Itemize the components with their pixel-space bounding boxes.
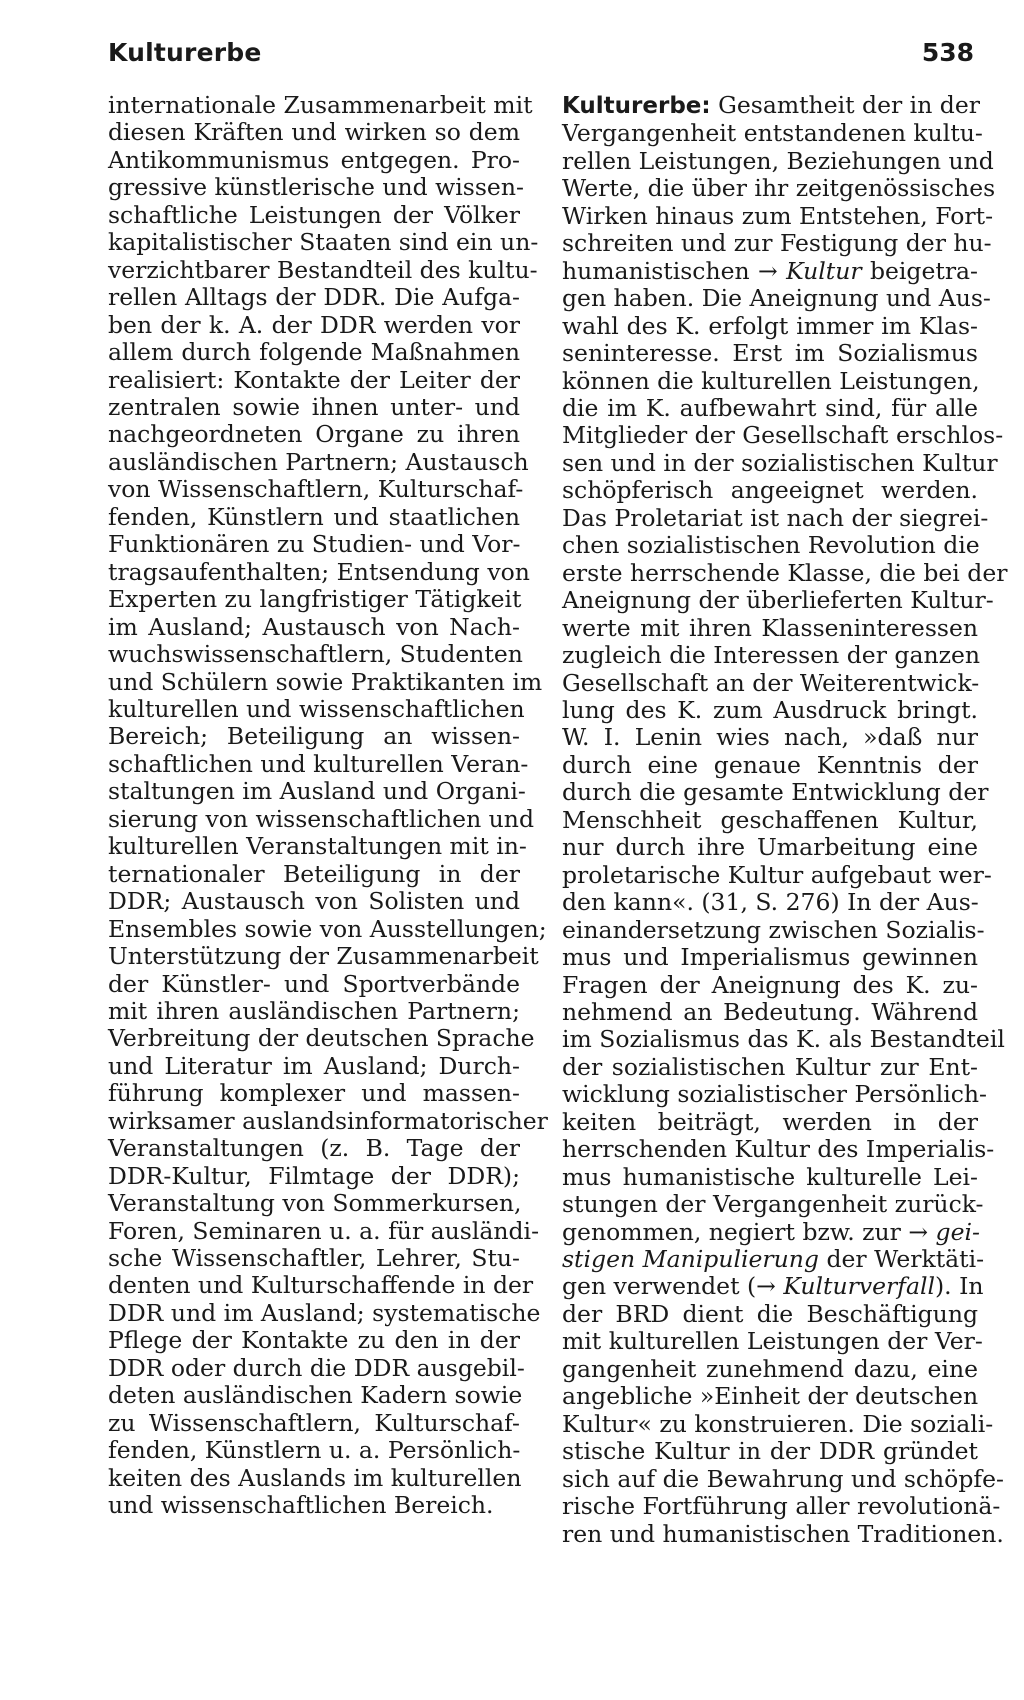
text-line: verzichtbarer Bestandteil des kultu- bbox=[108, 255, 538, 284]
text-line: wicklung sozialistischer Persönlich- bbox=[562, 1080, 987, 1109]
text-line: W. I. Lenin wies nach, »daß nur bbox=[562, 723, 978, 752]
text-line: denten und Kulturschaffende in der bbox=[108, 1271, 534, 1300]
text-line bbox=[562, 1272, 984, 1301]
text-line: mus und Imperialismus gewinnen bbox=[562, 943, 978, 972]
text-line: proletarische Kultur aufgebaut wer- bbox=[562, 860, 992, 889]
text-line: DDR oder durch die DDR ausgebil- bbox=[108, 1353, 525, 1382]
text-line: nur durch ihre Umarbeitung eine bbox=[562, 833, 978, 862]
text-line: durch eine genaue Kenntnis der bbox=[562, 750, 978, 779]
text-line: DDR-Kultur, Filmtage der DDR); bbox=[108, 1161, 520, 1190]
text-line: sche Wissenschaftler, Lehrer, Stu- bbox=[108, 1244, 520, 1273]
text-line: angebliche »Einheit der deutschen bbox=[562, 1382, 979, 1411]
text-line: führung komplexer und massen- bbox=[108, 1079, 520, 1108]
text-line: Gesellschaft an der Weiterentwick- bbox=[562, 668, 980, 697]
text-line: ben der k. A. der DDR werden vor bbox=[108, 310, 520, 339]
text-fragment: humanistischen → bbox=[562, 256, 778, 285]
text-line: realisiert: Kontakte der Leiter der bbox=[108, 365, 520, 394]
text-line: deten ausländischen Kadern sowie bbox=[108, 1381, 523, 1410]
entry-term: Kulturerbe: bbox=[562, 93, 711, 119]
text-line bbox=[562, 92, 978, 120]
text-line: von Wissenschaftlern, Kulturschaf- bbox=[108, 475, 524, 504]
text-line: keiten beiträgt, werden in der bbox=[562, 1107, 978, 1136]
text-line: herrschenden Kultur des Imperialis- bbox=[562, 1135, 995, 1164]
text-line: wuchswissenschaftlern, Studenten bbox=[108, 640, 523, 669]
text-line: DDR; Austausch von Solisten und bbox=[108, 887, 520, 916]
page-number: 538 bbox=[921, 38, 974, 67]
text-line: rellen Leistungen, Beziehungen und bbox=[562, 146, 994, 175]
text-line: sierung von wissenschaftlichen und bbox=[108, 804, 534, 833]
text-line: ren und humanistischen Traditionen. bbox=[562, 1519, 1004, 1548]
text-line: gen haben. Die Aneignung und Aus- bbox=[562, 284, 991, 313]
text-line: einandersetzung zwischen Sozialis- bbox=[562, 915, 985, 944]
text-line bbox=[562, 258, 978, 285]
text-line: schreiten und zur Festigung der hu- bbox=[562, 229, 992, 258]
text-line: DDR und im Ausland; systematische bbox=[108, 1298, 541, 1327]
text-fragment: beigetra- bbox=[869, 256, 978, 285]
cross-reference: stigen Manipulierung bbox=[562, 1245, 819, 1274]
text-line: Kultur« zu konstruieren. Die soziali- bbox=[562, 1409, 994, 1438]
text-line: nachgeordneten Organe zu ihren bbox=[108, 420, 520, 449]
text-line: stungen der Vergangenheit zurück- bbox=[562, 1190, 984, 1219]
text-line: wirksamer auslandsinformatorischer bbox=[108, 1106, 548, 1135]
text-line: diesen Kräften und wirken so dem bbox=[108, 118, 520, 147]
text-fragment: gen verwendet (→ bbox=[562, 1272, 776, 1301]
text-line: mit ihren ausländischen Partnern; bbox=[108, 996, 520, 1025]
text-line: kulturellen und wissenschaftlichen bbox=[108, 694, 525, 723]
text-line: mus humanistische kulturelle Lei- bbox=[562, 1162, 978, 1191]
text-line: rische Fortführung aller revolutionä- bbox=[562, 1492, 1001, 1521]
text-line: lung des K. zum Ausdruck bringt. bbox=[562, 695, 978, 724]
text-line: seninteresse. Erst im Sozialismus bbox=[562, 339, 978, 368]
text-line bbox=[562, 1245, 985, 1274]
text-line: den kann«. (31, S. 276) In der Aus- bbox=[562, 888, 979, 917]
text-line: zu Wissenschaftlern, Kulturschaf- bbox=[108, 1408, 520, 1437]
text-line: fenden, Künstlern u. a. Persönlich- bbox=[108, 1436, 521, 1465]
running-head: Kulturerbe bbox=[108, 38, 262, 67]
text-line: im Ausland; Austausch von Nach- bbox=[108, 612, 520, 641]
text-line: Experten zu langfristiger Tätigkeit bbox=[108, 585, 522, 614]
text-line: Antikommunismus entgegen. Pro- bbox=[108, 145, 520, 174]
text-line bbox=[562, 1219, 978, 1246]
text-line: und wissenschaftlichen Bereich. bbox=[108, 1491, 494, 1520]
text-line: Menschheit geschaffenen Kultur, bbox=[562, 805, 978, 834]
left-column bbox=[108, 91, 548, 1520]
text-line: chen sozialistischen Revolution die bbox=[562, 531, 980, 560]
text-line: stische Kultur in der DDR gründet bbox=[562, 1437, 978, 1466]
text-fragment: der Werktäti- bbox=[826, 1245, 985, 1274]
text-line: Aneignung der überlieferten Kultur- bbox=[562, 586, 994, 615]
text-line: schaftlichen und kulturellen Veran- bbox=[108, 749, 529, 778]
text-line: ausländischen Partnern; Austausch bbox=[108, 447, 529, 476]
text-line: durch die gesamte Entwicklung der bbox=[562, 778, 989, 807]
text-line: Veranstaltungen (z. B. Tage der bbox=[108, 1134, 520, 1163]
text-line: werte mit ihren Klasseninteressen bbox=[562, 613, 978, 642]
text-line: Das Proletariat ist nach der siegrei- bbox=[562, 503, 989, 532]
text-line: können die kulturellen Leistungen, bbox=[562, 366, 980, 395]
text-line: kapitalistischer Staaten sind ein un- bbox=[108, 228, 539, 257]
text-line: staltungen im Ausland und Organi- bbox=[108, 777, 526, 806]
text-line: Ensembles sowie von Ausstellungen; bbox=[108, 914, 547, 943]
text-line: schaftliche Leistungen der Völker bbox=[108, 200, 520, 229]
text-line: und Schülern sowie Praktikanten im bbox=[108, 667, 543, 696]
text-line: sen und in der sozialistischen Kultur bbox=[562, 448, 998, 477]
text-line: der sozialistischen Kultur zur Ent- bbox=[562, 1052, 978, 1081]
text-line: tragsaufenthalten; Entsendung von bbox=[108, 557, 530, 586]
right-column bbox=[562, 91, 1008, 1548]
text-line: Bereich; Beteiligung an wissen- bbox=[108, 722, 520, 751]
text-line: sich auf die Bewahrung und schöpfe- bbox=[562, 1464, 1004, 1493]
text-fragment: ). In bbox=[935, 1272, 984, 1301]
text-line: nehmend an Bedeutung. Während bbox=[562, 997, 978, 1026]
text-line: Pflege der Kontakte zu den in der bbox=[108, 1326, 520, 1355]
text-line: Unterstützung der Zusammenarbeit bbox=[108, 942, 539, 971]
text-line: fenden, Künstlern und staatlichen bbox=[108, 502, 520, 531]
text-line: zugleich die Interessen der ganzen bbox=[562, 641, 981, 670]
text-line: Verbreitung der deutschen Sprache bbox=[108, 1024, 535, 1053]
text-line: Foren, Seminaren u. a. für ausländi- bbox=[108, 1216, 540, 1245]
text-line: Funktionären zu Studien- und Vor- bbox=[108, 530, 521, 559]
text-line: und Literatur im Ausland; Durch- bbox=[108, 1051, 520, 1080]
text-line: gangenheit zunehmend dazu, eine bbox=[562, 1354, 978, 1383]
text-line: im Sozialismus das K. als Bestandteil bbox=[562, 1025, 1005, 1054]
text-line: keiten des Auslands im kulturellen bbox=[108, 1463, 522, 1492]
text-block bbox=[562, 284, 1008, 1219]
text-block bbox=[562, 1299, 1004, 1548]
text-line: zentralen sowie ihnen unter- und bbox=[108, 392, 520, 421]
cross-reference: gei- bbox=[935, 1217, 980, 1246]
text-line: erste herrschende Klasse, die bei der bbox=[562, 558, 1008, 587]
text-line: gressive künstlerische und wissen- bbox=[108, 173, 524, 202]
text-line: der Künstler- und Sportverbände bbox=[108, 969, 520, 998]
text-fragment: genommen, negiert bzw. zur → bbox=[562, 1217, 929, 1246]
text-line: Wirken hinaus zum Entstehen, Fort- bbox=[562, 201, 994, 230]
text-line: allem durch folgende Maßnahmen bbox=[108, 338, 520, 367]
text-line: internationale Zusammenarbeit mit bbox=[108, 91, 533, 119]
text-line: rellen Alltags der DDR. Die Aufga- bbox=[108, 283, 520, 312]
text-line: mit kulturellen Leistungen der Ver- bbox=[562, 1327, 983, 1356]
cross-reference: Kulturverfall bbox=[783, 1272, 936, 1301]
text-line: Werte, die über ihr zeitgenössisches bbox=[562, 174, 996, 203]
cross-reference: Kultur bbox=[786, 256, 862, 285]
text-line: Veranstaltung von Sommerkursen, bbox=[108, 1189, 522, 1218]
text-line: Vergangenheit entstandenen kultu- bbox=[562, 119, 983, 148]
text-line: Mitglieder der Gesellschaft erschlos- bbox=[562, 421, 1004, 450]
text-block bbox=[562, 119, 996, 258]
text-line: schöpferisch angeeignet werden. bbox=[562, 476, 978, 505]
text-line: der BRD dient die Beschäftigung bbox=[562, 1299, 978, 1328]
text-line: die im K. aufbewahrt sind, für alle bbox=[562, 393, 978, 422]
text-line: ternationaler Beteiligung in der bbox=[108, 859, 520, 888]
text-fragment: Gesamtheit der in der bbox=[718, 91, 980, 119]
text-line: kulturellen Veranstaltungen mit in- bbox=[108, 832, 527, 861]
text-line: Fragen der Aneignung des K. zu- bbox=[562, 970, 978, 999]
text-line: wahl des K. erfolgt immer im Klas- bbox=[562, 311, 978, 340]
